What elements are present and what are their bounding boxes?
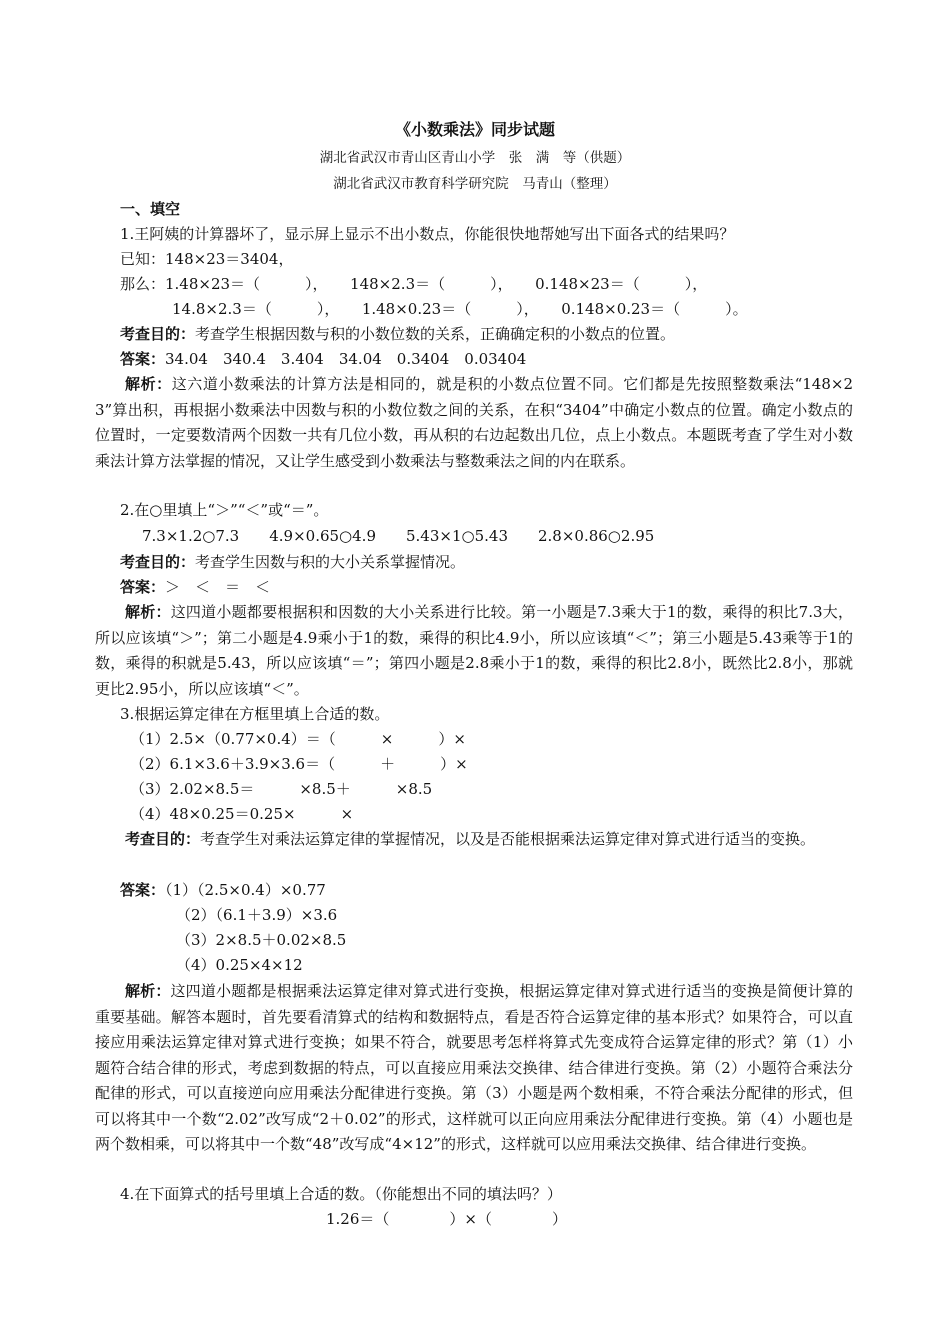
answer-label: 答案：: [120, 881, 166, 899]
q1-known: 已知：148×23＝3404，: [120, 250, 294, 268]
q2-answer: [120, 575, 270, 599]
q1-purpose-text: 考查学生根据因数与积的小数位数的关系，正确确定积的小数点的位置。: [195, 325, 676, 343]
q3-stem: 3.根据运算定律在方框里填上合适的数。: [120, 705, 390, 723]
q3-item-1: （1）2.5×（0.77×0.4）＝（ × ）×: [130, 730, 466, 748]
q1-analysis: [95, 372, 853, 474]
analysis-label: 解析：: [125, 982, 171, 1000]
purpose-label: 考查目的：: [125, 830, 201, 848]
q3-purpose: [95, 827, 853, 853]
answer-label: 答案：: [120, 350, 166, 368]
analysis-label: 解析：: [125, 375, 172, 393]
q1-stem: 1.王阿姨的计算器坏了，显示屏上显示不出小数点，你能很快地帮她写出下面各式的结果吗？: [120, 225, 735, 243]
q3-analysis-text: 这四道小题都是根据乘法运算定律对算式进行变换，根据运算定律对算式进行适当的变换是简便计算的重要基础。解答本题时，首先要看清算式的结构和数据特点，看是否符合运算定律的基本形式？如果符合，可以直接应用乘法运算定律对算式进行变换；如果不符合，就要思考怎样将算式先变成符合运算定律的形式？第（1）小题符合结合律的形式，考虑到数据的特点，可以直接应用乘法交换律、结合律进行变换。第（2）小题符合乘法分配律的形式，可以直接逆向应用乘法分配律进行变换。第（3）小题是两个数相乘，不符合乘法分配律的形式，但可以将其中一个数“2.02”改写成“2＋0.02”的形式，这样就可以正向应用乘法分配律进行变换。第（4）小题也是两个数相乘，可以将其中一个数“48”改写成“4×12”的形式，这样就可以应用乘法交换律、结合律进行变换。: [95, 982, 853, 1153]
q3-item-2: （2）6.1×3.6＋3.9×3.6＝（ ＋ ）×: [130, 755, 468, 773]
q3-answer-text-1: （1）（2.5×0.4）×0.77: [165, 881, 326, 899]
q1-analysis-text: 这六道小数乘法的计算方法是相同的，就是积的小数点位置不同。它们都是先按照整数乘法“148×23”算出积，再根据小数乘法中因数与积的小数位数之间的关系，在积“3404”中确定小数点的位置。确定小数点的位置时，一定要数清两个因数一共有几位小数，再从积的右边起数出几位，点上小数点。本题既考查了学生对小数乘法计算方法掌握的情况，又让学生感受到小数乘法与整数乘法之间的内在联系。: [95, 375, 853, 470]
purpose-label: 考查目的：: [120, 553, 196, 571]
credit-editor: 湖北省武汉市教育科学研究院 马青山（整理）: [333, 176, 617, 192]
page-title: 《小数乘法》同步试题: [394, 120, 555, 139]
q3-answer-1: [120, 878, 326, 902]
q3-answer-2: （2）（6.1＋3.9）×3.6: [176, 906, 338, 924]
q4-stem: 4.在下面算式的括号里填上合适的数。（你能想出不同的填法吗？）: [120, 1185, 562, 1203]
purpose-label: 考查目的：: [120, 325, 196, 343]
q3-analysis: [95, 979, 853, 1158]
answer-label: 答案：: [120, 578, 166, 596]
q1-purpose: [120, 322, 675, 346]
q2-stem: 2.在○里填上“＞”“＜”或“＝”。: [120, 501, 329, 519]
q2-purpose: [120, 550, 465, 574]
q2-answer-text: ＞ ＜ ＝ ＜: [165, 578, 271, 596]
analysis-label: 解析：: [125, 603, 171, 621]
q1-answer-text: 34.04 340.4 3.404 34.04 0.3404 0.03404: [165, 350, 527, 368]
q3-item-4: （4）48×0.25＝0.25× ×: [130, 805, 354, 823]
q2-items: 7.3×1.2○7.3 4.9×0.65○4.9 5.43×1○5.43 2.8×0.86○2.95: [142, 527, 655, 545]
credit-author: 湖北省武汉市青山区青山小学 张 满 等（供题）: [319, 150, 631, 166]
q2-purpose-text: 考查学生因数与积的大小关系掌握情况。: [195, 553, 466, 571]
q2-analysis-text: 这四道小题都要根据积和因数的大小关系进行比较。第一小题是7.3乘大于1的数，乘得的积比7.3大，所以应该填“＞”；第二小题是4.9乘小于1的数，乘得的积比4.9小，所以应该填“＜”；第三小题是5.43乘等于1的数，乘得的积就是5.43，所以应该填“＝”；第四小题是2.8乘小于1的数，乘得的积比2.8小，既然比2.8小，那就更比2.95小，所以应该填“＜”。: [95, 603, 853, 698]
q2-analysis: [95, 600, 853, 702]
q3-answer-3: （3）2×8.5＋0.02×8.5: [176, 931, 347, 949]
section-heading: 一、填空: [120, 200, 181, 218]
q1-row1: 那么：1.48×23＝（ ）， 148×2.3＝（ ）， 0.148×23＝（ ），: [120, 275, 708, 293]
q1-row2: 14.8×2.3＝（ ）， 1.48×0.23＝（ ）， 0.148×0.23＝（ ）。: [172, 300, 748, 318]
q4-equation: 1.26＝（ ）×（ ）: [326, 1210, 567, 1228]
q3-answer-4: （4）0.25×4×12: [176, 956, 303, 974]
q3-purpose-text: 考查学生对乘法运算定律的掌握情况，以及是否能根据乘法运算定律对算式进行适当的变换。: [200, 830, 816, 848]
q3-item-3: （3）2.02×8.5＝ ×8.5＋ ×8.5: [130, 780, 433, 798]
q1-answer: [120, 347, 526, 371]
